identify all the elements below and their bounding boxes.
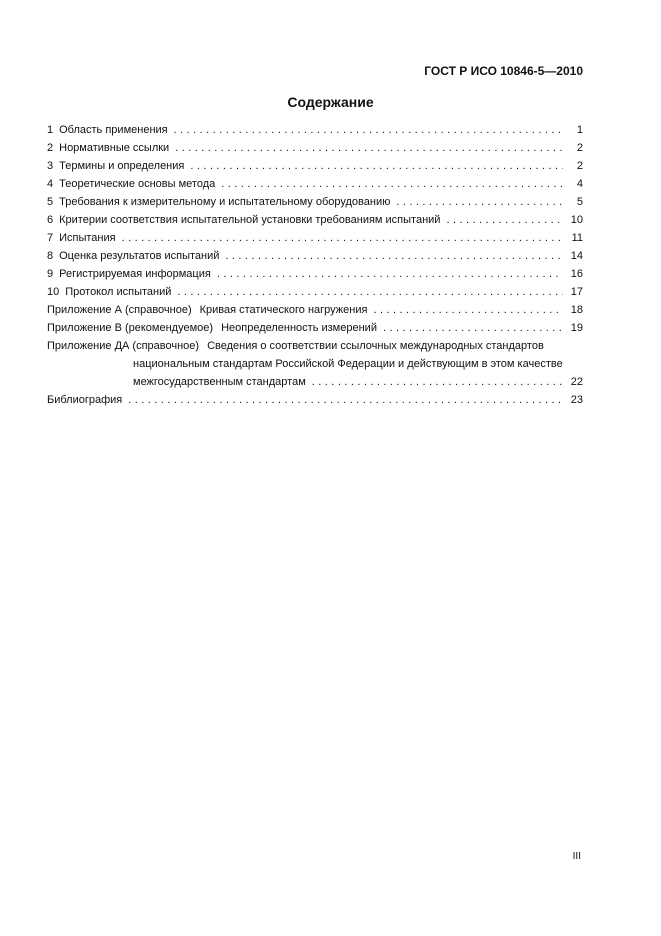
entry-number: 4 (47, 178, 54, 190)
entry-title: Область применения (59, 124, 168, 136)
entry-page: 2 (576, 142, 583, 154)
toc-entry-4[interactable] (47, 175, 583, 193)
entry-page: 23 (570, 394, 583, 406)
entry-page: 4 (576, 178, 583, 190)
table-of-contents (47, 121, 583, 409)
toc-entry-8[interactable] (47, 247, 583, 265)
appendix-title: Кривая статического нагружения (199, 304, 368, 316)
entry-page: 17 (570, 286, 583, 298)
toc-entry-7[interactable] (47, 229, 583, 247)
entry-number: 8 (47, 250, 54, 262)
entry-number: 9 (47, 268, 54, 280)
toc-entry-9[interactable] (47, 265, 583, 283)
dot-leader (446, 211, 563, 229)
entry-number: 5 (47, 196, 54, 208)
entry-title: Протокол испытаний (65, 286, 172, 298)
toc-entry-5[interactable] (47, 193, 583, 211)
dot-leader (174, 121, 563, 139)
appendix-title-line3: межгосударственным стандартам (133, 376, 306, 388)
toc-appendix-a[interactable] (47, 301, 583, 319)
entry-number: 3 (47, 160, 54, 172)
entry-number: 2 (47, 142, 54, 154)
toc-bibliography[interactable] (47, 391, 583, 409)
appendix-title-line2: национальным стандартам Российской Федерации и действующим в этом качестве (133, 358, 563, 370)
appendix-prefix: Приложение В (рекомендуемое) (47, 322, 214, 334)
dot-leader (190, 157, 563, 175)
dot-leader (396, 193, 563, 211)
entry-page: 2 (576, 160, 583, 172)
appendix-title-line1: Сведения о соответствии ссылочных международных стандартов (207, 340, 544, 352)
entry-page: 16 (570, 268, 583, 280)
entry-page: 14 (570, 250, 583, 262)
dot-leader (175, 139, 563, 157)
entry-title: Испытания (59, 232, 116, 244)
entry-title: Нормативные ссылки (59, 142, 170, 154)
toc-entry-1[interactable] (47, 121, 583, 139)
toc-entry-6[interactable] (47, 211, 583, 229)
toc-appendix-da[interactable] (47, 337, 583, 391)
appendix-title: Неопределенность измерений (221, 322, 377, 334)
entry-page: 11 (571, 232, 583, 244)
dot-leader (221, 175, 563, 193)
entry-number: 6 (47, 214, 54, 226)
dot-leader (373, 301, 563, 319)
appendix-prefix: Приложение ДА (справочное) (47, 340, 200, 352)
entry-page: 1 (576, 124, 583, 136)
entry-title: Регистрируемая информация (59, 268, 211, 280)
entry-title: Требования к измерительному и испытательному оборудованию (59, 196, 391, 208)
entry-title: Оценка результатов испытаний (59, 250, 220, 262)
entry-title: Критерии соответствия испытательной установки требованиям испытаний (59, 214, 441, 226)
toc-entry-10[interactable] (47, 283, 583, 301)
page-number: III (572, 851, 581, 862)
dot-leader (177, 283, 563, 301)
toc-entry-3[interactable] (47, 157, 583, 175)
entry-page: 5 (576, 196, 583, 208)
toc-appendix-b[interactable] (47, 319, 583, 337)
dot-leader (225, 247, 563, 265)
dot-leader (122, 229, 563, 247)
dot-leader (312, 373, 563, 391)
entry-title: Теоретические основы метода (59, 178, 216, 190)
entry-number: 1 (47, 124, 54, 136)
page-title: Содержание (287, 94, 374, 110)
entry-page: 18 (570, 304, 583, 316)
appendix-prefix: Приложение А (справочное) (47, 304, 192, 316)
entry-title: Термины и определения (59, 160, 185, 172)
dot-leader (217, 265, 563, 283)
entry-page: 22 (570, 376, 583, 388)
dot-leader (128, 391, 563, 409)
toc-entry-2[interactable] (47, 139, 583, 157)
entry-number: 10 (47, 286, 60, 298)
entry-number: 7 (47, 232, 54, 244)
entry-page: 10 (570, 214, 583, 226)
dot-leader (383, 319, 563, 337)
standard-code: ГОСТ Р ИСО 10846-5—2010 (424, 64, 583, 78)
bibliography-title: Библиография (47, 394, 123, 406)
entry-page: 19 (570, 322, 583, 334)
